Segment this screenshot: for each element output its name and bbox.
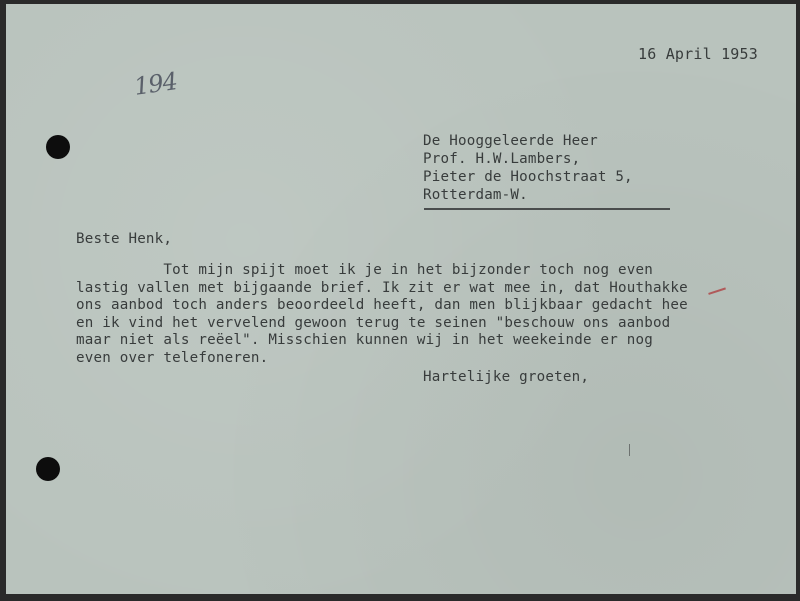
body-line: lastig vallen met bijgaande brief. Ik zit er wat mee in, dat Houthakke <box>76 279 688 296</box>
salutation: Beste Henk, <box>76 231 173 247</box>
stray-mark <box>629 444 630 456</box>
handwritten-number: 194 <box>132 67 179 101</box>
address-underline <box>424 208 670 210</box>
body-line: maar niet als reëel". Misschien kunnen wij in het weekeinde er nog <box>76 332 653 349</box>
address-line-4: Rotterdam-W. <box>423 187 528 203</box>
recipient-address <box>423 132 633 204</box>
body-line: Tot mijn spijt moet ik je in het bijzonder toch nog even <box>76 262 653 278</box>
address-line-1: De Hooggeleerde Heer <box>423 133 598 149</box>
address-line-3: Pieter de Hoochstraat 5, <box>423 169 633 185</box>
body-line: even over telefoneren. <box>76 349 269 366</box>
body-line: ons aanbod toch anders beoordeeld heeft, dan men blijkbaar gedacht hee <box>76 297 688 314</box>
address-line-2: Prof. H.W.Lambers, <box>423 151 581 167</box>
punch-hole-bottom <box>36 457 60 481</box>
letter-date: 16 April 1953 <box>638 45 758 63</box>
body-line: en ik vind het vervelend gewoon terug te seinen "beschouw ons aanbod <box>76 314 671 331</box>
letter-body <box>76 262 688 368</box>
punch-hole-top <box>46 135 70 159</box>
letter-closing: Hartelijke groeten, <box>423 369 590 385</box>
red-pencil-mark <box>708 287 728 300</box>
letter-sheet <box>6 4 796 594</box>
